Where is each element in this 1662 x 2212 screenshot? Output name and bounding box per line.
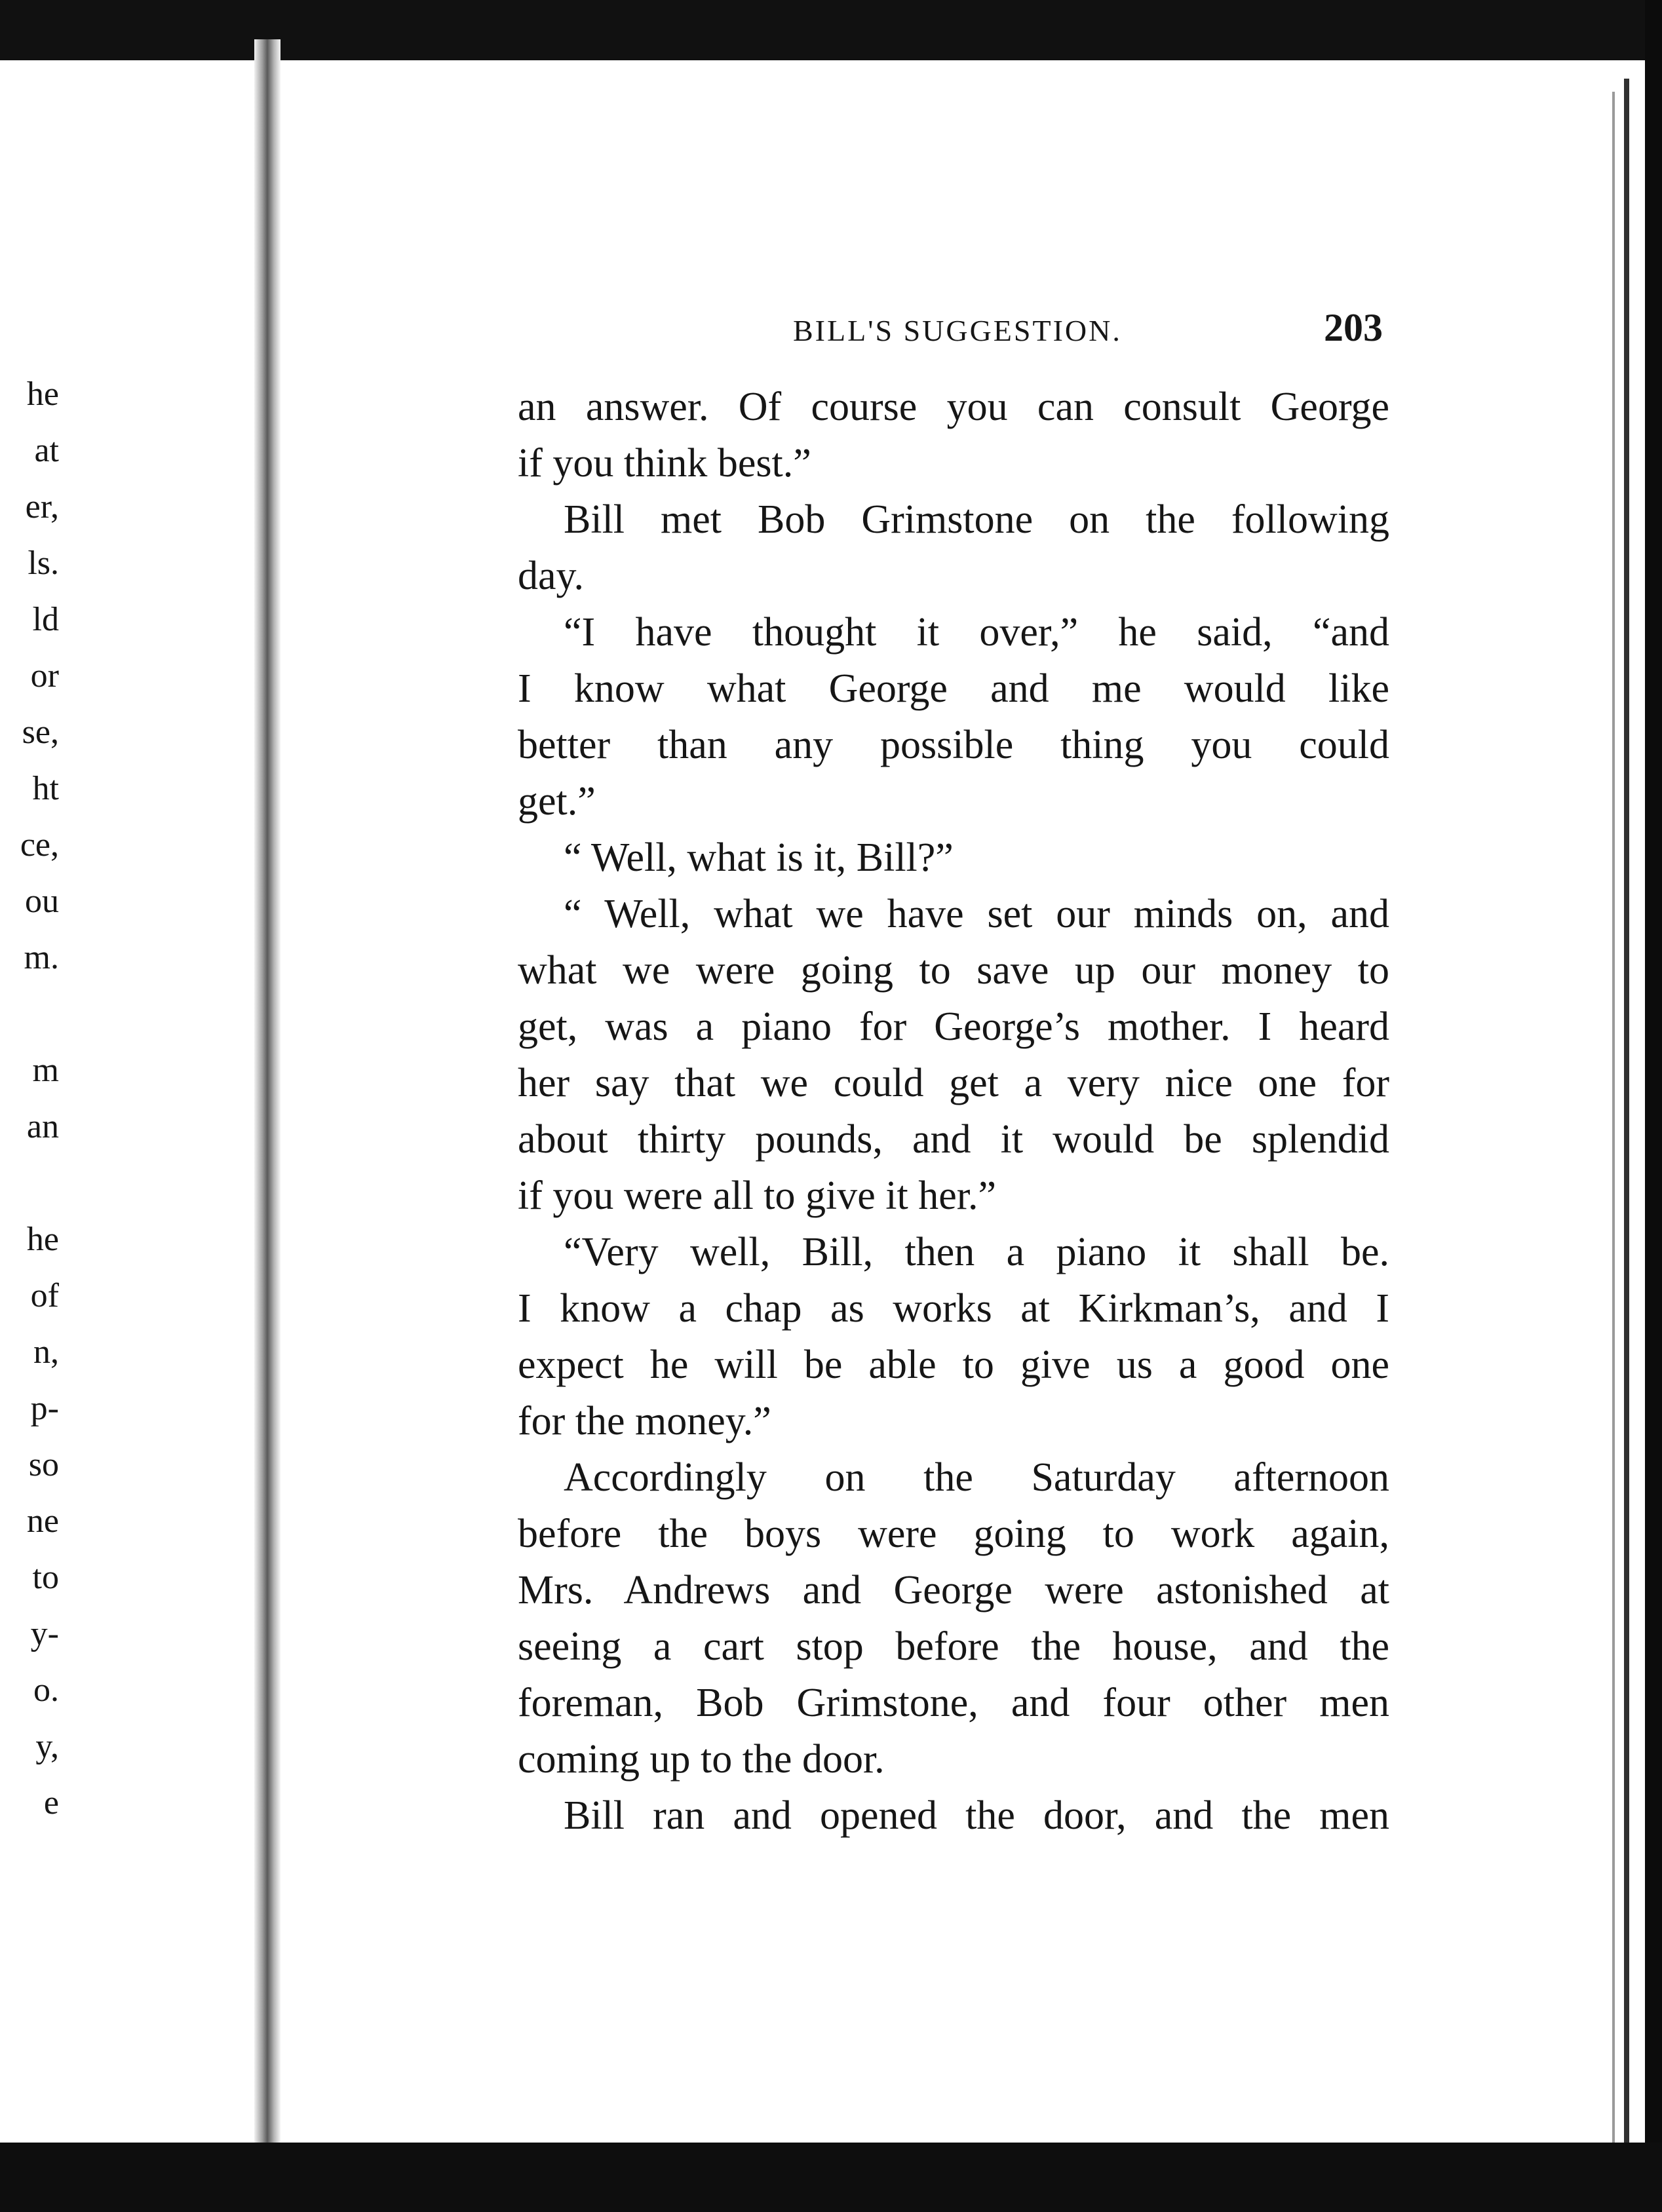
scan-border-right [1645, 0, 1662, 2212]
text-line: her say that we could get a very nice one for [518, 1061, 1389, 1105]
text-line: I know what George and me would like [518, 666, 1389, 711]
left-page-line-fragment: o. [33, 1671, 59, 1709]
text-line: coming up to the door. [518, 1737, 885, 1782]
text-line: if you think best.” [518, 441, 811, 486]
text-line: day. [518, 554, 584, 598]
page-body [518, 379, 1389, 1844]
text-line: Bill met Bob Grimstone on the following [564, 497, 1389, 542]
left-page-line-fragment: so [28, 1446, 59, 1483]
page-edge-shadow [1624, 79, 1629, 2175]
text-line: better than any possible thing you could [518, 723, 1389, 767]
text-line: “I have thought it over,” he said, “and [564, 610, 1389, 655]
left-page-fragment [0, 60, 262, 2143]
text-line: “ Well, what we have set our minds on, and [564, 892, 1389, 936]
left-page-line-fragment: y, [35, 1728, 59, 1765]
text-line: Mrs. Andrews and George were astonished at [518, 1568, 1389, 1612]
text-line: expect he will be able to give us a good one [518, 1343, 1389, 1387]
text-line: Accordingly on the Saturday afternoon [564, 1455, 1389, 1500]
text-line: before the boys were going to work again, [518, 1512, 1389, 1556]
left-page-line-fragment: to [32, 1559, 59, 1596]
left-page-line-fragment: of [30, 1277, 59, 1314]
left-page-line-fragment: ls. [28, 544, 59, 582]
text-line: foreman, Bob Grimstone, and four other men [518, 1681, 1389, 1725]
scan-border-top [0, 0, 1662, 60]
scan-border-bottom [0, 2143, 1662, 2212]
text-line: seeing a cart stop before the house, and the [518, 1624, 1389, 1669]
page-edge [1612, 92, 1615, 2175]
text-line: get, was a piano for George’s mother. I heard [518, 1004, 1389, 1049]
text-line: I know a chap as works at Kirkman’s, and I [518, 1286, 1389, 1331]
page-number: 203 [1324, 306, 1383, 349]
left-page-line-fragment: se, [22, 714, 59, 751]
text-line: get.” [518, 779, 596, 824]
left-page-line-fragment: ld [32, 601, 59, 638]
left-page-line-fragment: ou [25, 883, 59, 920]
left-page-line-fragment: an [26, 1108, 59, 1145]
text-line: Bill ran and opened the door, and the men [564, 1793, 1389, 1838]
text-line: if you were all to give it her.” [518, 1173, 996, 1218]
text-line: “Very well, Bill, then a piano it shall be. [564, 1230, 1389, 1274]
left-page-line-fragment: at [34, 432, 59, 469]
left-page-line-fragment: m. [24, 939, 59, 976]
left-page-line-fragment: ne [26, 1502, 59, 1540]
text-line: for the money.” [518, 1399, 771, 1443]
left-page-line-fragment: p- [30, 1390, 59, 1427]
left-page-line-fragment: e [43, 1784, 59, 1821]
left-page-line-fragment: m [32, 1052, 59, 1089]
running-head: BILL'S SUGGESTION. [793, 314, 1122, 347]
text-line: about thirty pounds, and it would be splendid [518, 1117, 1389, 1162]
text-line: “ Well, what is it, Bill?” [564, 835, 954, 880]
book-gutter [254, 39, 280, 2149]
left-page-line-fragment: ce, [20, 826, 59, 864]
left-page-line-fragment: or [30, 657, 59, 695]
left-page-line-fragment: y- [30, 1615, 59, 1652]
text-line: what we were going to save up our money to [518, 948, 1389, 993]
left-page-line-fragment: he [26, 375, 59, 413]
left-page-line-fragment: n, [33, 1333, 59, 1371]
left-page-line-fragment: he [26, 1221, 59, 1258]
left-page-line-fragment: ht [32, 770, 59, 807]
text-line: an answer. Of course you can consult George [518, 385, 1389, 429]
left-page-line-fragment: er, [25, 488, 59, 525]
